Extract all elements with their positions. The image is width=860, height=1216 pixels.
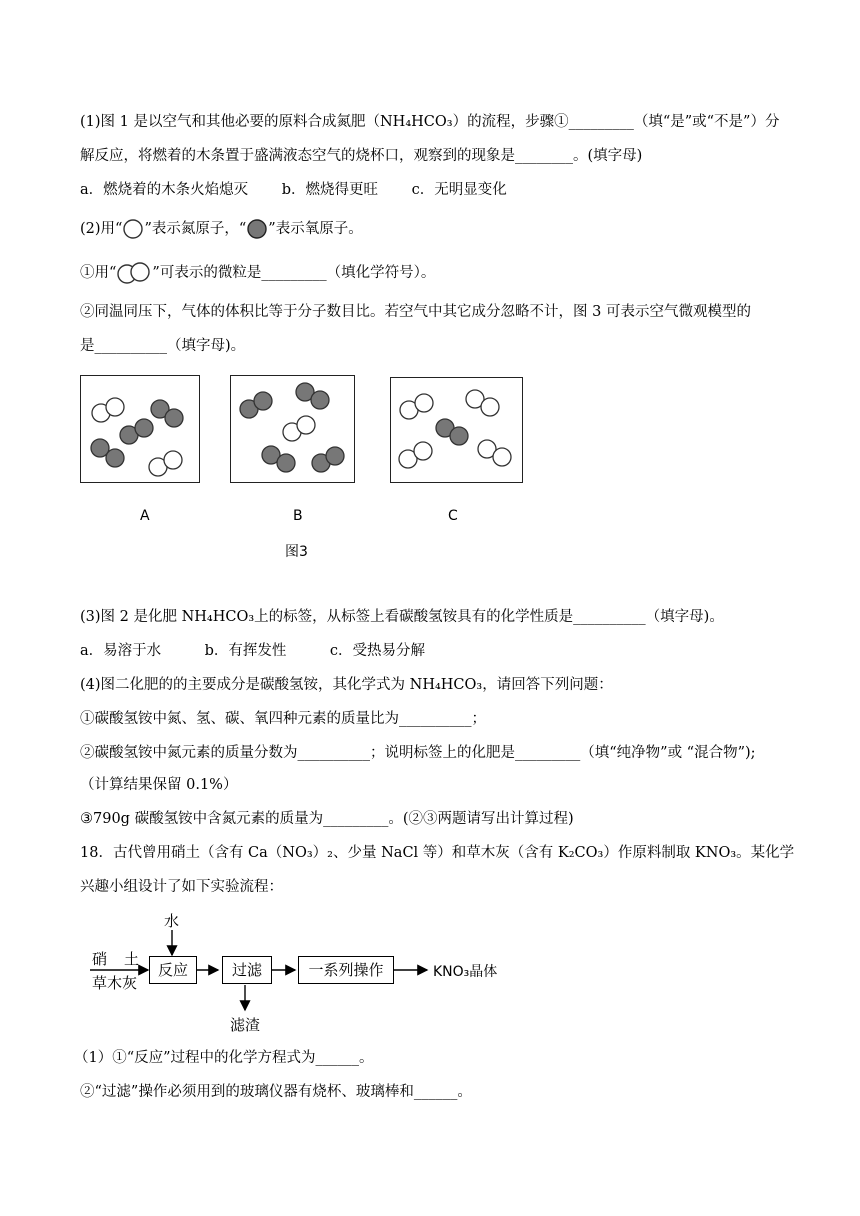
figure3-molecules-c bbox=[391, 378, 522, 482]
q1-options: a．燃烧着的木条火焰熄灭 b．燃烧得更旺 c．无明显变化 bbox=[80, 182, 507, 198]
figure3-box-c bbox=[390, 377, 523, 483]
q4-sub2: ②碳酸氢铵中氮元素的质量分数为__________；说明标签上的化肥是_________（填“纯净物”或 “混合物”); bbox=[80, 745, 756, 761]
figure3-molecules-b bbox=[231, 376, 354, 482]
q1-line1: (1)图 1 是以空气和其他必要的原料合成氮肥（NH₄HCO₃）的流程，步骤①_________（填“是”或“不是”）分 bbox=[80, 114, 780, 130]
figure3-label-a: A bbox=[140, 508, 150, 524]
q3-line1: (3)图 2 是化肥 NH₄HCO₃上的标签，从标签上看碳酸氢铵具有的化学性质是__________（填字母)。 bbox=[80, 609, 724, 625]
figure3-box-a bbox=[80, 375, 200, 483]
q3-options: a．易溶于水 b．有挥发性 c．受热易分解 bbox=[80, 643, 426, 659]
nitrogen-atom-icon bbox=[122, 218, 144, 240]
flow-step-reaction: 反应 bbox=[149, 956, 197, 984]
flow-residue: 滤渣 bbox=[230, 1016, 261, 1034]
flow-raw-top: 硝 土 bbox=[92, 950, 141, 968]
oxygen-atom-icon bbox=[246, 218, 268, 240]
q18-sub1: （1）①“反应”过程中的化学方程式为______。 bbox=[74, 1050, 374, 1066]
q2-sub1: ①用“ ”可表示的微粒是_________（填化学符号）。 bbox=[80, 262, 435, 284]
q4-sub1: ①碳酸氢铵中氮、氢、碳、氧四种元素的质量比为__________； bbox=[80, 711, 486, 727]
figure3-molecules-a bbox=[81, 376, 199, 482]
q18-line1: 18．古代曾用硝土（含有 Ca（NO₃）₂、少量 NaCl 等）和草木灰（含有 K₂CO₃）作原料制取 KNO₃。某化学 bbox=[80, 845, 795, 861]
figure3-caption: 图3 bbox=[285, 544, 308, 560]
flow-step-operations: 一系列操作 bbox=[298, 956, 394, 984]
q4-sub2-note: （计算结果保留 0.1%） bbox=[80, 777, 238, 793]
q18-sub2: ②“过滤”操作必须用到的玻璃仪器有烧杯、玻璃棒和______。 bbox=[80, 1084, 472, 1100]
figure3-label-c: C bbox=[448, 508, 458, 524]
figure3-label-b: B bbox=[293, 508, 303, 524]
figure3-box-b bbox=[230, 375, 355, 483]
flow-raw-bottom: 草木灰 bbox=[92, 974, 138, 992]
q2-intro: (2)用“ ”表示氮原子，“ ”表示氧原子。 bbox=[80, 218, 363, 240]
nitrogen-molecule-icon bbox=[116, 262, 152, 284]
q1-line2: 解反应，将燃着的木条置于盛满液态空气的烧杯口，观察到的现象是________。(填字母) bbox=[80, 148, 643, 164]
q2-sub2-line1: ②同温同压下，气体的体积比等于分子数目比。若空气中其它成分忽略不计，图 3 可表示空气微观模型的 bbox=[80, 304, 751, 320]
flow-product: KNO₃晶体 bbox=[433, 964, 498, 980]
q4-line1: (4)图二化肥的的主要成分是碳酸氢铵，其化学式为 NH₄HCO₃，请回答下列问题： bbox=[80, 677, 613, 693]
q4-sub3: ③790g 碳酸氢铵中含氮元素的质量为_________。(②③两题请写出计算过程) bbox=[80, 811, 574, 827]
q2-sub2-line2: 是__________（填字母)。 bbox=[80, 338, 246, 354]
flow-water-label: 水 bbox=[164, 912, 180, 930]
flow-step-filter: 过滤 bbox=[222, 956, 272, 984]
q18-line2: 兴趣小组设计了如下实验流程： bbox=[80, 879, 283, 895]
